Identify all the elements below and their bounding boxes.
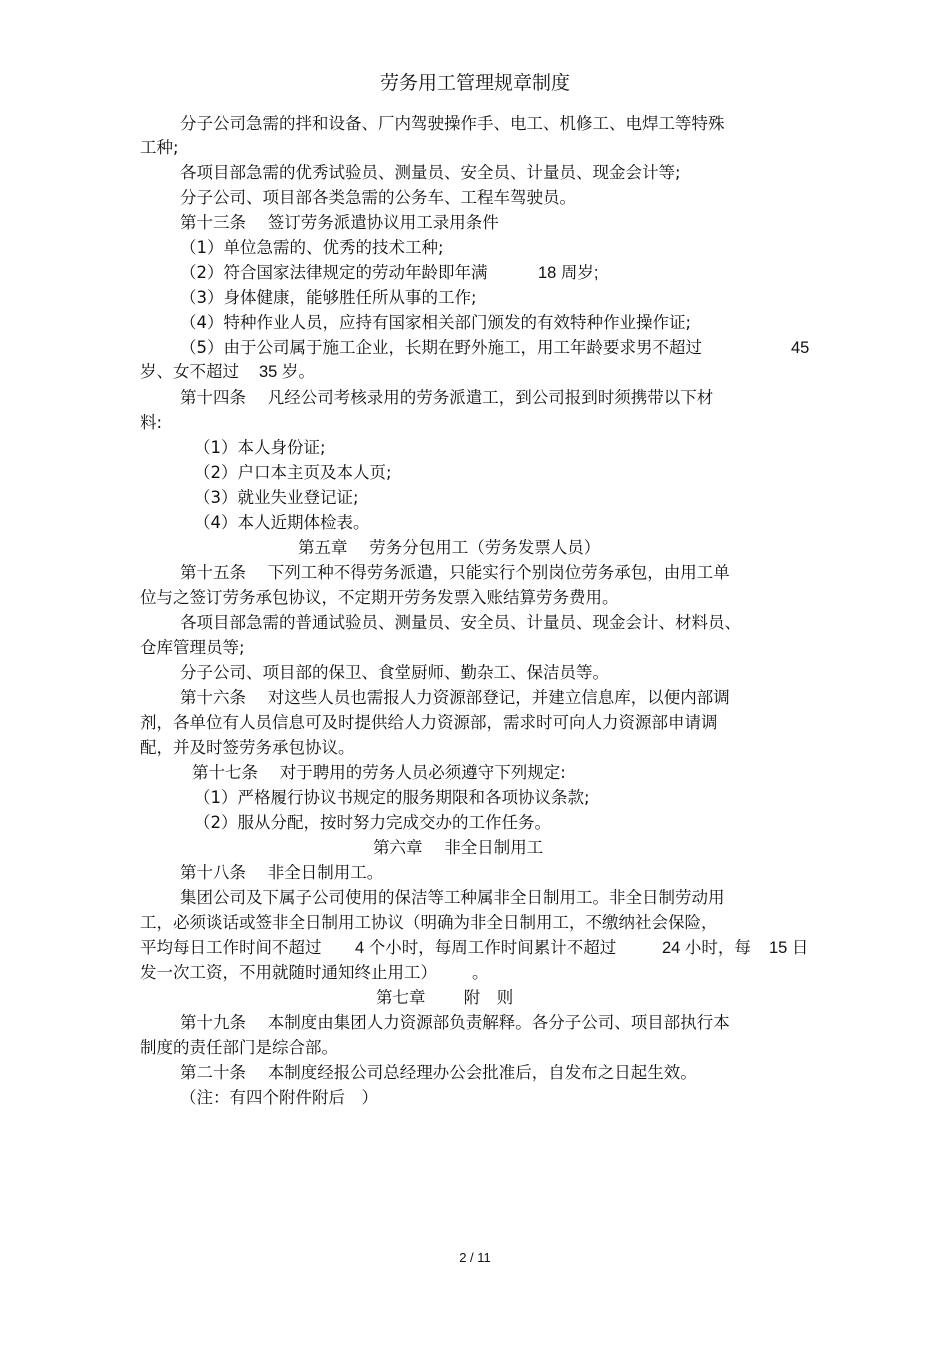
text-line: 岁、女不超过 <box>140 362 239 381</box>
list-item: （3）身体健康，能够胜任所从事的工作; <box>180 288 477 307</box>
text-line: 位与之签订劳务承包协议，不定期开劳务发票入账结算劳务费用。 <box>140 588 619 607</box>
chapter-heading: 第六章 非全日制用工 <box>373 838 544 857</box>
article-heading: 第十七条 对于聘用的劳务人员必须遵守下列规定: <box>192 763 566 782</box>
text-line: 各项目部急需的优秀试验员、测量员、安全员、计量员、现金会计等; <box>180 163 681 182</box>
text-fragment: 18 周岁; <box>538 264 599 282</box>
list-item: （2）符合国家法律规定的劳动年龄即年满 <box>180 263 488 282</box>
text-line: 工，必须谈话或签非全日制用工协议（明确为非全日制用工，不缴纳社会保险， <box>140 913 718 932</box>
text-line: 料: <box>140 413 163 432</box>
text-fragment: 。 <box>472 963 489 982</box>
article-heading: 第十九条 本制度由集团人力资源部负责解释。各分子公司、项目部执行本 <box>180 1013 730 1032</box>
article-heading: 第十三条 签订劳务派遣协议用工录用条件 <box>180 213 499 232</box>
list-item: （1）单位急需的、优秀的技术工种; <box>180 238 444 257</box>
text-line: 分子公司急需的拌和设备、厂内驾驶操作手、电工、机修工、电焊工等特殊 <box>180 114 725 133</box>
chapter-heading: 第七章 附 则 <box>376 988 514 1007</box>
text-line: 分子公司、项目部的保卫、食堂厨师、勤杂工、保洁员等。 <box>180 663 609 682</box>
list-item: （2）服从分配，按时努力完成交办的工作任务。 <box>194 813 551 832</box>
list-item: （3）就业失业登记证; <box>194 488 359 507</box>
text-line: 发一次工资，不用就随时通知终止用工） <box>140 963 437 982</box>
text-fragment: 4 个小时，每周工作时间累计不超过 <box>355 939 617 957</box>
list-item: （4）本人近期体检表。 <box>194 513 370 532</box>
text-line: 仓库管理员等; <box>140 638 245 657</box>
list-item: （1）本人身份证; <box>194 438 326 457</box>
text-fragment: 15 日 <box>769 939 809 957</box>
list-item: （4）特种作业人员，应持有国家相关部门颁发的有效特种作业操作证; <box>180 313 692 332</box>
article-heading: 第十八条 非全日制用工。 <box>180 863 384 882</box>
article-heading: 第十四条 凡经公司考核录用的劳务派遣工，到公司报到时须携带以下材 <box>180 388 714 407</box>
document-title: 劳务用工管理规章制度 <box>379 72 570 94</box>
list-item: （1）严格履行协议书规定的服务期限和各项协议条款; <box>194 788 590 807</box>
article-heading: 第十六条 对这些人员也需报人力资源部登记，并建立信息库，以便内部调 <box>180 688 730 707</box>
list-item: （2）户口本主页及本人页; <box>194 463 392 482</box>
page-number: 2 / 11 <box>459 1250 491 1265</box>
article-heading: 第十五条 下列工种不得劳务派遣，只能实行个别岗位劳务承包，由用工单 <box>180 563 730 582</box>
text-line: 工种; <box>140 138 179 157</box>
text-line: 集团公司及下属子公司使用的保洁等工种属非全日制用工。非全日制劳动用 <box>180 888 725 907</box>
text-line: 各项目部急需的普通试验员、测量员、安全员、计量员、现金会计、材料员、 <box>180 613 741 632</box>
text-line: 平均每日工作时间不超过 <box>140 938 322 957</box>
note-line: （注：有四个附件附后 ） <box>180 1088 378 1107</box>
text-line: 配，并及时签劳务承包协议。 <box>140 738 355 757</box>
text-fragment: 35 岁。 <box>259 363 315 381</box>
text-fragment: 45 <box>791 339 810 357</box>
article-heading: 第二十条 本制度经报公司总经理办公会批准后，自发布之日起生效。 <box>180 1063 697 1082</box>
chapter-heading: 第五章 劳务分包用工（劳务发票人员） <box>298 538 601 557</box>
text-fragment: 24 小时，每 <box>662 939 751 957</box>
list-item: （5）由于公司属于施工企业，长期在野外施工，用工年龄要求男不超过 <box>180 338 702 357</box>
text-line: 剂，各单位有人员信息可及时提供给人力资源部，需求时可向人力资源部申请调 <box>140 713 718 732</box>
text-line: 分子公司、项目部各类急需的公务车、工程车驾驶员。 <box>180 188 576 207</box>
text-line: 制度的责任部门是综合部。 <box>140 1038 338 1057</box>
